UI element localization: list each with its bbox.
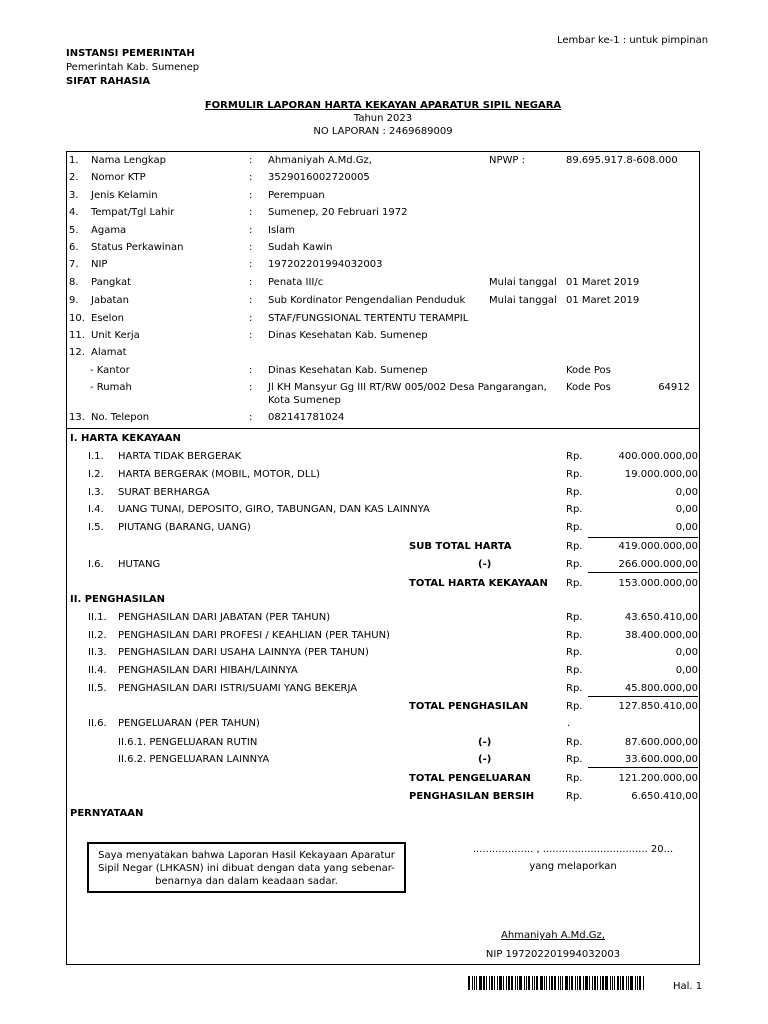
expense-item-sign: (-)	[478, 754, 492, 765]
barcode-bar	[628, 976, 629, 990]
identity-extra-value: 89.695.917.8-608.000	[566, 155, 678, 166]
barcode-bar	[594, 976, 596, 990]
subtotal-label: SUB TOTAL HARTA	[409, 541, 512, 552]
identity-row-number: 8.	[69, 277, 79, 288]
identity-field-separator: :	[249, 207, 253, 218]
barcode-bar	[554, 976, 556, 990]
subtotal-amount: 419.000.000,00	[618, 541, 698, 552]
total-income-label: TOTAL PENGHASILAN	[409, 701, 529, 712]
identity-field-value: Ahmaniyah A.Md.Gz,	[268, 155, 372, 166]
barcode-bar	[600, 976, 601, 990]
barcode-bar	[508, 976, 510, 990]
identity-field-separator: :	[249, 242, 253, 253]
expense-item-amount: 87.600.000,00	[624, 737, 698, 748]
phone-number-index: 13.	[69, 412, 85, 423]
barcode-bar	[635, 976, 636, 990]
identity-field-label: Jabatan	[91, 295, 129, 306]
barcode-bar	[577, 976, 578, 990]
income-item-label: PENGHASILAN DARI USAHA LAINNYA (PER TAHUN)	[118, 647, 369, 658]
identity-field-separator: :	[249, 225, 253, 236]
phone-value: 082141781024	[268, 412, 345, 423]
total-assets-label: TOTAL HARTA KEKAYAAN	[409, 578, 548, 589]
address-office-sep: :	[249, 365, 253, 376]
asset-item-amount: 0,00	[675, 487, 698, 498]
expense-item-label: II.6.1. PENGELUARAN RUTIN	[118, 737, 258, 748]
agency-sub: Pemerintah Kab. Sumenep	[66, 62, 200, 73]
total-assets-currency: Rp.	[566, 578, 583, 589]
barcode-bar	[472, 976, 473, 990]
asset-item-amount: 0,00	[675, 504, 698, 515]
barcode-bar	[486, 976, 487, 990]
address-office-label: - Kantor	[90, 365, 130, 376]
barcode-bar	[605, 976, 608, 990]
asset-item-label: HARTA TIDAK BERGERAK	[118, 451, 242, 462]
barcode-bar	[517, 976, 518, 990]
barcode-bar	[592, 976, 593, 990]
statement-heading: PERNYATAAN	[70, 808, 144, 819]
income-item-label: PENGHASILAN DARI JABATAN (PER TAHUN)	[118, 612, 331, 623]
barcode-bar	[491, 976, 493, 990]
income-item-code: II.5.	[88, 683, 107, 694]
income-item-code: II.4.	[88, 665, 107, 676]
barcode-bar	[637, 976, 638, 990]
identity-field-value: Sudah Kawin	[268, 242, 333, 253]
identity-field-label: Tempat/Tgl Lahir	[91, 207, 175, 218]
barcode-bar	[565, 976, 568, 990]
barcode-bar	[558, 976, 559, 990]
debt-currency: Rp.	[566, 559, 583, 570]
asset-item-label: PIUTANG (BARANG, UANG)	[118, 522, 251, 533]
identity-extra-label: Mulai tanggal	[489, 295, 557, 306]
barcode-bar	[511, 976, 513, 990]
address-home-sep: :	[249, 382, 253, 393]
income-item-currency: Rp.	[566, 630, 583, 641]
debt-amount: 266.000.000,00	[618, 559, 698, 570]
phone-sep: :	[249, 412, 253, 423]
barcode-bar	[494, 976, 495, 990]
barcode-bar	[474, 976, 475, 990]
debt-sign: (-)	[478, 559, 492, 570]
income-total-rule	[588, 696, 698, 697]
identity-field-separator: :	[249, 330, 253, 341]
identity-extra-label: Mulai tanggal	[489, 277, 557, 288]
income-item-label: PENGHASILAN DARI ISTRI/SUAMI YANG BEKERJA	[118, 683, 358, 694]
address-home-line1: Jl KH Mansyur Gg III RT/RW 005/002 Desa Pangarangan,	[268, 382, 547, 393]
asset-item-currency: Rp.	[566, 469, 583, 480]
identity-extra-value: 01 Maret 2019	[566, 295, 640, 306]
income-item-amount: 38.400.000,00	[624, 630, 698, 641]
barcode-bar	[519, 976, 522, 990]
barcode-bar	[643, 976, 644, 990]
barcode-bar	[479, 976, 482, 990]
barcode-bar	[612, 976, 613, 990]
barcode-bar	[614, 976, 615, 990]
identity-extra-value: 01 Maret 2019	[566, 277, 640, 288]
identity-row-number: 6.	[69, 242, 79, 253]
asset-item-code: I.3.	[88, 487, 104, 498]
form-year: Tahun 2023	[353, 113, 413, 124]
barcode-bar	[583, 976, 584, 990]
total-income-amount: 127.850.410,00	[618, 701, 698, 712]
identity-field-label: Nama Lengkap	[91, 155, 166, 166]
asset-item-amount: 0,00	[675, 522, 698, 533]
barcode-bar	[589, 976, 590, 990]
identity-extra-label: NPWP :	[489, 155, 525, 166]
barcode-bar	[540, 976, 543, 990]
identity-field-label: Alamat	[91, 347, 127, 358]
identity-field-value: Sumenep, 20 Februari 1972	[268, 207, 408, 218]
barcode-bar	[585, 976, 588, 990]
income-item-currency: Rp.	[566, 647, 583, 658]
identity-field-separator: :	[249, 313, 253, 324]
barcode-bar	[476, 976, 477, 990]
identity-field-value: Penata III/c	[268, 277, 324, 288]
barcode-bar	[551, 976, 553, 990]
identity-field-separator: :	[249, 277, 253, 288]
asset-item-label: SURAT BERHARGA	[118, 487, 210, 498]
barcode-bar	[528, 976, 530, 990]
income-heading: II. PENGHASILAN	[70, 594, 165, 605]
identity-field-value: 3529016002720005	[268, 172, 370, 183]
barcode-bar	[597, 976, 598, 990]
barcode-image	[468, 976, 658, 990]
barcode-bar	[562, 976, 563, 990]
subtotal-currency: Rp.	[566, 541, 583, 552]
address-office-value: Dinas Kesehatan Kab. Sumenep	[268, 365, 428, 376]
identity-field-label: Pangkat	[91, 277, 132, 288]
asset-item-label: HARTA BERGERAK (MOBIL, MOTOR, DLL)	[118, 469, 320, 480]
barcode-bar	[626, 976, 627, 990]
barcode-bar	[549, 976, 550, 990]
identity-row-number: 7.	[69, 259, 79, 270]
address-home-postal-label: Kode Pos	[566, 382, 611, 393]
barcode-bar	[579, 976, 581, 990]
barcode-bar	[602, 976, 604, 990]
form-title: FORMULIR LAPORAN HARTA KEKAYAN APARATUR SIPIL NEGARA	[204, 100, 562, 111]
confidentiality-label: SIFAT RAHASIA	[66, 76, 151, 87]
barcode-bar	[499, 976, 502, 990]
income-item-label: PENGHASILAN DARI PROFESI / KEAHLIAN (PER TAHUN)	[118, 630, 390, 641]
identity-row-number: 12.	[69, 347, 85, 358]
report-number: NO LAPORAN : 2469689009	[313, 126, 453, 137]
identity-row-number: 9.	[69, 295, 79, 306]
identity-field-value: Perempuan	[268, 190, 325, 201]
debt-rule	[588, 572, 698, 573]
identity-field-value: STAF/FUNGSIONAL TERTENTU TERAMPIL	[268, 313, 469, 324]
expense-total-rule	[588, 767, 698, 768]
barcode-bar	[524, 976, 525, 990]
total-expense-currency: Rp.	[566, 773, 583, 784]
identity-row-number: 2.	[69, 172, 79, 183]
expense-item-currency: Rp.	[566, 754, 583, 765]
barcode-bar	[575, 976, 576, 990]
statement-box	[87, 842, 406, 893]
expense-label: PENGELUARAN (PER TAHUN)	[118, 718, 260, 729]
asset-item-amount: 19.000.000,00	[624, 469, 698, 480]
asset-item-currency: Rp.	[566, 451, 583, 462]
subtotal-rule	[588, 537, 698, 538]
asset-item-amount: 400.000.000,00	[618, 451, 698, 462]
barcode-bar	[526, 976, 527, 990]
page-number: Hal. 1	[673, 981, 703, 992]
identity-field-separator: :	[249, 172, 253, 183]
barcode-bar	[546, 976, 547, 990]
debt-label: HUTANG	[118, 559, 161, 570]
expense-dot: .	[567, 718, 571, 729]
identity-field-value: Dinas Kesehatan Kab. Sumenep	[268, 330, 428, 341]
identity-field-label: Status Perkawinan	[91, 242, 184, 253]
debt-code: I.6.	[88, 559, 104, 570]
identity-field-label: Eselon	[91, 313, 124, 324]
income-item-currency: Rp.	[566, 665, 583, 676]
net-income-amount: 6.650.410,00	[631, 791, 698, 802]
barcode-bar	[506, 976, 507, 990]
income-item-code: II.3.	[88, 647, 107, 658]
identity-field-label: Unit Kerja	[91, 330, 140, 341]
identity-row-number: 5.	[69, 225, 79, 236]
identity-field-value: Islam	[268, 225, 295, 236]
total-income-currency: Rp.	[566, 701, 583, 712]
asset-item-code: I.2.	[88, 469, 104, 480]
asset-item-label: UANG TUNAI, DEPOSITO, GIRO, TABUNGAN, DAN KAS LAINNYA	[118, 504, 430, 515]
asset-item-code: I.1.	[88, 451, 104, 462]
income-item-label: PENGHASILAN DARI HIBAH/LAINNYA	[118, 665, 298, 676]
barcode-bar	[630, 976, 633, 990]
barcode-bar	[497, 976, 498, 990]
income-item-currency: Rp.	[566, 612, 583, 623]
expense-item-sign: (-)	[478, 737, 492, 748]
barcode-bar	[503, 976, 504, 990]
barcode-bar	[610, 976, 611, 990]
expense-code: II.6.	[88, 718, 107, 729]
assets-heading: I. HARTA KEKAYAAN	[70, 433, 181, 444]
net-income-currency: Rp.	[566, 791, 583, 802]
identity-field-value: Sub Kordinator Pengendalian Penduduk	[268, 295, 466, 306]
identity-field-separator: :	[249, 190, 253, 201]
asset-item-currency: Rp.	[566, 522, 583, 533]
identity-row-number: 11.	[69, 330, 85, 341]
barcode-bar	[639, 976, 641, 990]
asset-item-code: I.5.	[88, 522, 104, 533]
barcode-bar	[483, 976, 485, 990]
identity-field-label: Nomor KTP	[91, 172, 146, 183]
total-assets-amount: 153.000.000,00	[618, 578, 698, 589]
net-income-label: PENGHASILAN BERSIH	[409, 791, 535, 802]
expense-item-currency: Rp.	[566, 737, 583, 748]
barcode-bar	[544, 976, 545, 990]
identity-field-value: 197202201994032003	[268, 259, 383, 270]
asset-item-code: I.4.	[88, 504, 104, 515]
address-home-postal-code: 64912	[658, 382, 690, 393]
barcode-bar	[515, 976, 516, 990]
identity-row-number: 3.	[69, 190, 79, 201]
agency-name: INSTANSI PEMERINTAH	[66, 48, 195, 59]
place-date-line: ................... , ................................. 20...	[472, 844, 674, 855]
signer-nip: NIP 197202201994032003	[485, 949, 621, 960]
identity-field-label: NIP	[91, 259, 108, 270]
barcode-bar	[489, 976, 490, 990]
income-item-amount: 43.650.410,00	[624, 612, 698, 623]
address-home-label: - Rumah	[90, 382, 132, 393]
reporter-label: yang melaporkan	[529, 861, 617, 872]
identity-field-separator: :	[249, 295, 253, 306]
identity-row-number: 1.	[69, 155, 79, 166]
barcode-bar	[571, 976, 573, 990]
identity-field-label: Agama	[91, 225, 127, 236]
signer-name: Ahmaniyah A.Md.Gz,	[501, 930, 605, 941]
phone-label: No. Telepon	[91, 412, 150, 423]
sheet-note: Lembar ke-1 : untuk pimpinan	[557, 35, 709, 46]
barcode-bar	[617, 976, 619, 990]
identity-field-label: Jenis Kelamin	[91, 190, 158, 201]
income-item-currency: Rp.	[566, 683, 583, 694]
total-expense-label: TOTAL PENGELUARAN	[409, 773, 531, 784]
income-item-amount: 0,00	[675, 647, 698, 658]
section-divider	[66, 428, 700, 429]
income-item-amount: 45.800.000,00	[624, 683, 698, 694]
expense-item-amount: 33.600.000,00	[624, 754, 698, 765]
income-item-amount: 0,00	[675, 665, 698, 676]
barcode-bar	[622, 976, 624, 990]
barcode-bar	[620, 976, 621, 990]
barcode-bar	[468, 976, 470, 990]
barcode-bar	[560, 976, 561, 990]
barcode-bar	[534, 976, 535, 990]
identity-row-number: 10.	[69, 313, 85, 324]
address-home-line2: Kota Sumenep	[268, 395, 341, 406]
total-expense-amount: 121.200.000,00	[618, 773, 698, 784]
address-office-postal-label: Kode Pos	[566, 365, 611, 376]
barcode-bar	[536, 976, 538, 990]
statement-text: Saya menyatakan bahwa Laporan Hasil Kekayaan Aparatur Sipil Negar (LHKASN) ini dibuat dengan data yang sebenar-benarnya dan dalam keadaan sadar.	[98, 850, 395, 887]
identity-row-number: 4.	[69, 207, 79, 218]
identity-field-separator: :	[249, 155, 253, 166]
asset-item-currency: Rp.	[566, 487, 583, 498]
income-item-code: II.2.	[88, 630, 107, 641]
income-item-code: II.1.	[88, 612, 107, 623]
identity-field-separator: :	[249, 259, 253, 270]
asset-item-currency: Rp.	[566, 504, 583, 515]
barcode-bar	[532, 976, 533, 990]
expense-item-label: II.6.2. PENGELUARAN LAINNYA	[118, 754, 270, 765]
barcode-bar	[569, 976, 570, 990]
